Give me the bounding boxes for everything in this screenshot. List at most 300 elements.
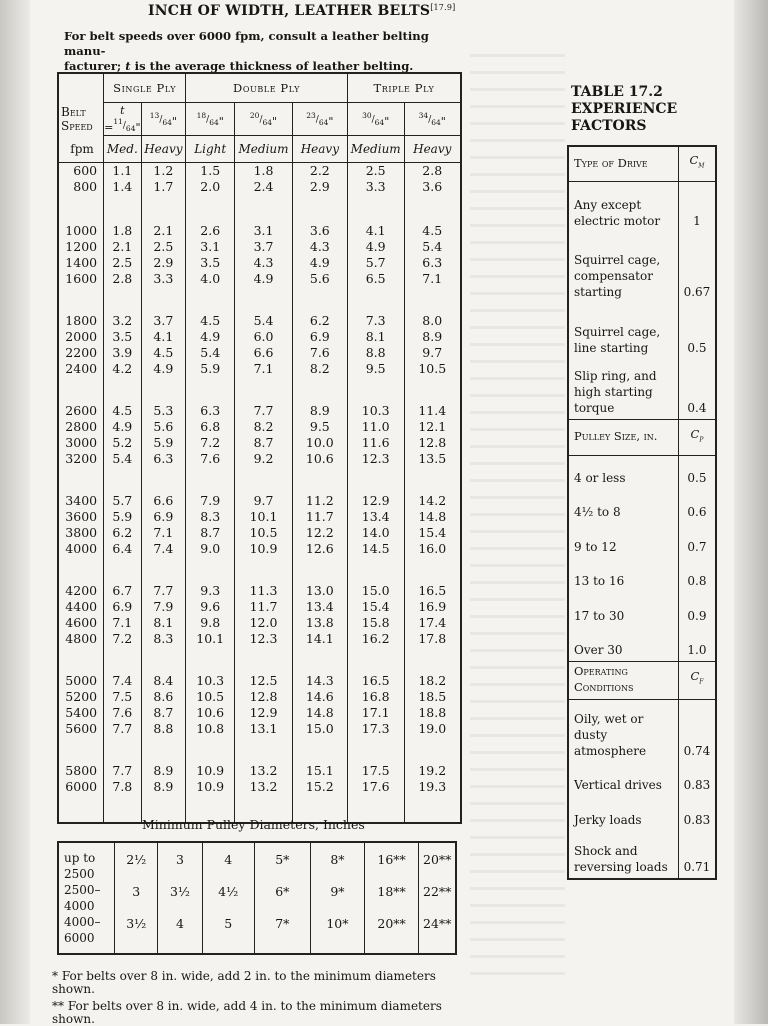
drive-value: 1 <box>678 182 716 232</box>
hp-value: 8.6 <box>153 688 174 704</box>
hp-value: 13.5 <box>418 450 447 466</box>
speed-value: 4600 <box>65 614 98 630</box>
weight-5: Heavy <box>292 136 347 163</box>
pulley-diameter: 18** <box>377 884 406 899</box>
thickness-fraction: 11/64 <box>113 117 136 133</box>
hp-value: 8.9 <box>153 778 174 794</box>
hp-value: 14.8 <box>305 704 334 720</box>
drive-row <box>568 232 716 303</box>
hp-value: 3.1 <box>253 222 274 238</box>
speed-value: 1000 <box>65 222 98 238</box>
value-column-3 <box>186 163 235 223</box>
hp-value: 13.8 <box>305 614 334 630</box>
speed-value: 5000 <box>65 672 98 688</box>
hp-value: 18.2 <box>418 672 447 688</box>
table-note <box>64 29 464 74</box>
hp-value: 5.7 <box>365 254 386 270</box>
value-column-1 <box>104 403 141 493</box>
group-double-ply: Double Ply <box>186 73 348 103</box>
hp-value: 14.6 <box>305 688 334 704</box>
hp-value: 14.8 <box>418 508 447 524</box>
operating-header <box>568 661 716 699</box>
drive-label: Any except electric motor <box>574 197 661 228</box>
hp-value: 1.1 <box>112 163 133 178</box>
value-column-5 <box>292 673 347 763</box>
thickness-fraction: 20/64 <box>249 110 273 127</box>
hp-value: 4.0 <box>200 270 221 286</box>
value-column-5 <box>292 403 347 493</box>
hp-value: 17.1 <box>361 704 390 720</box>
hp-value: 12.3 <box>249 630 278 646</box>
hp-value: 8.7 <box>253 434 274 450</box>
hp-value: 5.3 <box>153 402 174 418</box>
condition-row <box>568 699 716 762</box>
hp-value: 3.9 <box>112 344 133 360</box>
hp-value: 1.4 <box>112 179 133 194</box>
condition-label: Jerky loads <box>574 812 642 827</box>
pulley-table-title: Minimum Pulley Diameters, Inches <box>142 817 365 832</box>
condition-label: Vertical drives <box>574 778 662 793</box>
value-column-2 <box>141 163 186 223</box>
hp-value: 8.2 <box>309 360 330 376</box>
hp-value: 15.0 <box>305 720 334 736</box>
drive-header-label: Type of Drive <box>568 146 678 182</box>
pulley-column-2 <box>158 842 203 954</box>
value-column-5 <box>292 763 347 823</box>
condition-label: Shock and reversing loads <box>574 844 668 874</box>
weight-1: Med. <box>104 136 141 163</box>
hp-value: 7.7 <box>112 762 133 778</box>
hp-value: 6.0 <box>253 328 274 344</box>
hp-value: 6.5 <box>365 270 386 286</box>
condition-value: 0.83 <box>678 762 716 797</box>
speed-column <box>58 493 104 583</box>
speed-column <box>58 313 104 403</box>
value-column-4 <box>235 223 293 313</box>
pulley-size-header-label: Pulley Size, in. <box>568 420 678 456</box>
thickness-fraction: 23/64 <box>306 110 329 127</box>
pulley-diameter: 4 <box>176 916 184 931</box>
hp-value: 9.5 <box>365 360 386 376</box>
hp-value: 10.9 <box>196 778 225 794</box>
speed-value: 2400 <box>65 360 98 376</box>
hp-value: 6.6 <box>253 344 274 360</box>
hp-value: 18.5 <box>418 688 447 704</box>
pulley-size-row <box>568 489 716 524</box>
hp-value: 2.1 <box>112 238 133 254</box>
table-title <box>148 3 455 19</box>
speed-value: 3800 <box>65 524 98 540</box>
value-column-5 <box>292 223 347 313</box>
condition-row <box>568 831 716 879</box>
hp-value: 7.3 <box>365 312 386 328</box>
hp-value: 7.5 <box>112 688 133 704</box>
hp-value: 5.2 <box>112 434 133 450</box>
label-belt: Belt <box>61 105 86 119</box>
speed-group-4 <box>58 403 461 493</box>
speed-value: 600 <box>73 163 98 178</box>
pulley-column-1 <box>115 842 158 954</box>
hp-value: 7.4 <box>153 540 174 556</box>
hp-value: 13.2 <box>249 762 278 778</box>
hp-value: 17.4 <box>418 614 447 630</box>
t-symbol: t = <box>104 104 125 134</box>
pulley-size-row <box>568 455 716 488</box>
footnote-single-star: * For belts over 8 in. wide, add 2 in. to the minimum diameters shown. <box>52 969 436 996</box>
hp-value: 2.6 <box>200 222 221 238</box>
hp-value: 6.9 <box>153 508 174 524</box>
speed-value: 1800 <box>65 312 98 328</box>
hp-value: 6.3 <box>422 254 443 270</box>
hp-value: 12.6 <box>305 540 334 556</box>
hp-value: 11.4 <box>418 402 447 418</box>
pulley-diameter: 2½ <box>126 852 147 867</box>
thickness-fraction: 30/64 <box>362 110 385 127</box>
note-line-2: facturer; <box>64 59 126 73</box>
hp-value: 4.9 <box>309 254 330 270</box>
hp-value: 1.2 <box>153 163 174 178</box>
speed-value: 1600 <box>65 270 98 286</box>
thickness-2: $^{^{13}/_{64}}$" <box>141 103 186 136</box>
pulley-size-header <box>568 420 716 456</box>
page-gutter <box>0 0 30 1024</box>
hp-value: 16.8 <box>361 688 390 704</box>
hp-value: 5.9 <box>153 434 174 450</box>
note-line-3: is the average thickness of leather belting. <box>130 59 414 73</box>
drive-header-symbol: $C_m$ <box>678 146 716 182</box>
hp-value: 10.3 <box>361 402 390 418</box>
speed-value: 2600 <box>65 402 98 418</box>
weight-7: Heavy <box>404 136 461 163</box>
condition-row <box>568 762 716 797</box>
hp-value: 6.9 <box>309 328 330 344</box>
pulley-diameter: 24** <box>423 916 452 931</box>
hp-value: 10.6 <box>196 704 225 720</box>
pulley-column-4 <box>254 842 311 954</box>
speed-value: 4200 <box>65 582 98 598</box>
hp-value: 7.1 <box>253 360 274 376</box>
pulley-diameter: 5 <box>224 916 233 931</box>
drive-label: Slip ring, and high starting torque <box>574 369 657 416</box>
value-column-4 <box>235 493 293 583</box>
hp-value: 4.9 <box>253 270 274 286</box>
hp-value: 2.8 <box>422 163 443 178</box>
hp-value: 10.9 <box>196 762 225 778</box>
hp-value: 16.9 <box>418 598 447 614</box>
value-column-1 <box>104 313 141 403</box>
value-column-2 <box>141 493 186 583</box>
hp-value: 4.2 <box>112 360 133 376</box>
value-column-3 <box>186 223 235 313</box>
value-column-7 <box>404 583 461 673</box>
hp-value: 4.1 <box>365 222 386 238</box>
hp-value: 4.5 <box>422 222 443 238</box>
operating-header-symbol: $C_f$ <box>678 661 716 699</box>
condition-row <box>568 796 716 831</box>
hp-value: 7.6 <box>112 704 133 720</box>
pulley-size-value: 0.8 <box>678 558 716 593</box>
hp-value: 9.7 <box>422 344 443 360</box>
hp-value: 2.8 <box>112 270 133 286</box>
value-column-3 <box>186 583 235 673</box>
hp-value: 9.0 <box>200 540 221 556</box>
speed-group-2 <box>58 223 461 313</box>
hp-value: 7.8 <box>112 778 133 794</box>
condition-value: 0.71 <box>678 831 716 879</box>
pulley-size-row <box>568 523 716 558</box>
hp-value: 2.5 <box>365 163 386 178</box>
drive-label: Squirrel cage, compensator starting <box>574 252 661 299</box>
hp-value: 4.5 <box>112 402 133 418</box>
drive-label: Squirrel cage, line starting <box>574 325 661 356</box>
hp-value: 12.5 <box>249 672 278 688</box>
hp-value: 2.9 <box>309 179 330 194</box>
hp-value: 3.6 <box>309 222 330 238</box>
hp-value: 10.9 <box>249 540 278 556</box>
hp-value: 14.0 <box>361 524 390 540</box>
hp-value: 5.4 <box>112 450 133 466</box>
speed-group-1 <box>58 163 461 223</box>
value-column-4 <box>235 673 293 763</box>
pulley-speed-label: 2500 <box>64 867 95 881</box>
speed-value: 4000 <box>65 540 98 556</box>
hp-value: 4.5 <box>153 344 174 360</box>
pulley-speed-ranges <box>58 842 115 954</box>
bleed-through-text <box>470 40 565 980</box>
value-column-2 <box>141 313 186 403</box>
hp-value: 4.9 <box>153 360 174 376</box>
value-column-3 <box>186 403 235 493</box>
pulley-diameter: 22** <box>423 884 452 899</box>
value-column-4 <box>235 583 293 673</box>
pulley-diameter: 4 <box>224 852 233 867</box>
label-speed: Speed <box>61 119 93 133</box>
hp-value: 7.7 <box>153 582 174 598</box>
t2-title-2: EXPERIENCE <box>571 101 678 117</box>
speed-value: 3200 <box>65 450 98 466</box>
hp-value: 11.6 <box>361 434 390 450</box>
value-column-7 <box>404 763 461 823</box>
hp-value: 5.4 <box>200 344 221 360</box>
hp-value: 7.4 <box>112 672 133 688</box>
hp-value: 7.1 <box>112 614 133 630</box>
belt-horsepower-table <box>57 72 462 824</box>
speed-column <box>58 583 104 673</box>
weight-2: Heavy <box>141 136 186 163</box>
pulley-diameter: 16** <box>377 852 406 867</box>
pulley-diameter: 5* <box>275 852 290 867</box>
pulley-diameter: 3½ <box>169 884 191 899</box>
pulley-size-value: 0.9 <box>678 592 716 627</box>
hp-value: 11.2 <box>305 492 334 508</box>
speed-column <box>58 223 104 313</box>
hp-value: 9.7 <box>253 492 274 508</box>
hp-value: 6.6 <box>153 492 174 508</box>
hp-value: 4.9 <box>200 328 221 344</box>
value-column-4 <box>235 403 293 493</box>
hp-value: 10.5 <box>196 688 225 704</box>
pulley-diameter: 10* <box>326 916 349 931</box>
drive-value: 0.67 <box>678 232 716 303</box>
hp-value: 6.8 <box>200 418 221 434</box>
table-17-2-title <box>571 84 711 135</box>
pulley-size-label: 4½ to 8 <box>574 505 621 520</box>
note-symbol-t: t <box>125 59 131 73</box>
value-column-6 <box>347 163 404 223</box>
pulley-size-label: Over 30 <box>574 642 623 657</box>
condition-label: Oily, wet or dusty atmosphere <box>574 711 647 758</box>
value-column-1 <box>104 763 141 823</box>
speed-value: 3000 <box>65 434 98 450</box>
hp-value: 8.3 <box>153 630 174 646</box>
pulley-diameter: 3½ <box>126 916 147 931</box>
hp-value: 12.8 <box>418 434 447 450</box>
hp-value: 7.1 <box>422 270 443 286</box>
hp-value: 6.7 <box>112 582 133 598</box>
speed-value: 800 <box>73 179 98 194</box>
pulley-column-3 <box>202 842 254 954</box>
belt-speed-label <box>58 103 104 136</box>
hp-value: 1.5 <box>200 163 221 178</box>
pulley-speed-label: 6000 <box>64 931 95 945</box>
pulley-speed-label: up to <box>64 851 96 865</box>
hp-value: 7.2 <box>112 630 133 646</box>
value-column-3 <box>186 313 235 403</box>
hp-value: 9.3 <box>200 582 221 598</box>
hp-value: 16.5 <box>361 672 390 688</box>
hp-value: 12.9 <box>361 492 390 508</box>
hp-value: 12.3 <box>361 450 390 466</box>
speed-group-5 <box>58 493 461 583</box>
speed-value: 3400 <box>65 492 98 508</box>
value-column-5 <box>292 163 347 223</box>
hp-value: 3.3 <box>365 179 386 194</box>
speed-group-7 <box>58 673 461 763</box>
note-line-1: For belt speeds over 6000 fpm, consult a leather belting manu- <box>64 29 429 58</box>
hp-value: 5.7 <box>112 492 133 508</box>
thickness-fraction: 13/64 <box>149 110 172 127</box>
hp-value: 19.3 <box>418 778 447 794</box>
hp-value: 8.9 <box>153 762 174 778</box>
group-single-ply: Single Ply <box>104 73 186 103</box>
value-column-1 <box>104 673 141 763</box>
hp-value: 4.1 <box>153 328 174 344</box>
pulley-size-header-symbol: $C_p$ <box>678 420 716 456</box>
pulley-diameter: 20** <box>423 852 452 867</box>
thickness-7: $^{^{34}/_{64}}$" <box>404 103 461 136</box>
hp-value: 8.1 <box>153 614 174 630</box>
value-column-2 <box>141 223 186 313</box>
value-column-6 <box>347 673 404 763</box>
value-column-3 <box>186 493 235 583</box>
hp-value: 2.5 <box>153 238 174 254</box>
hp-value: 10.8 <box>196 720 225 736</box>
speed-column <box>58 673 104 763</box>
speed-value: 5400 <box>65 704 98 720</box>
hp-value: 9.5 <box>309 418 330 434</box>
drive-header <box>568 146 716 182</box>
pulley-diameter: 7* <box>275 916 290 931</box>
value-column-7 <box>404 673 461 763</box>
thickness-4: $^{^{20}/_{64}}$" <box>235 103 293 136</box>
value-column-7 <box>404 223 461 313</box>
value-column-4 <box>235 763 293 823</box>
value-column-5 <box>292 493 347 583</box>
hp-value: 8.9 <box>309 402 330 418</box>
hp-value: 19.0 <box>418 720 447 736</box>
hp-value: 11.0 <box>361 418 390 434</box>
value-column-6 <box>347 313 404 403</box>
hp-value: 5.6 <box>309 270 330 286</box>
hp-value: 5.9 <box>200 360 221 376</box>
group-triple-ply: Triple Ply <box>347 73 461 103</box>
hp-value: 12.1 <box>418 418 447 434</box>
hp-value: 14.1 <box>305 630 334 646</box>
thickness-5: $^{^{23}/_{64}}$" <box>292 103 347 136</box>
thickness-3: $^{^{18}/_{64}}$" <box>186 103 235 136</box>
pulley-diameter: 9* <box>330 884 345 899</box>
hp-value: 8.0 <box>422 312 443 328</box>
hp-value: 7.7 <box>253 402 274 418</box>
value-column-4 <box>235 313 293 403</box>
speed-value: 5800 <box>65 762 98 778</box>
speed-value: 2800 <box>65 418 98 434</box>
hp-value: 17.6 <box>361 778 390 794</box>
value-column-6 <box>347 403 404 493</box>
value-column-3 <box>186 763 235 823</box>
value-column-2 <box>141 763 186 823</box>
speed-column <box>58 163 104 223</box>
hp-value: 8.2 <box>253 418 274 434</box>
hp-value: 10.1 <box>196 630 225 646</box>
hp-value: 15.1 <box>305 762 334 778</box>
hp-value: 13.2 <box>249 778 278 794</box>
hp-value: 2.0 <box>200 179 221 194</box>
speed-value: 5200 <box>65 688 98 704</box>
speed-group-3 <box>58 313 461 403</box>
speed-value: 4400 <box>65 598 98 614</box>
hp-value: 4.3 <box>309 238 330 254</box>
thickness-fraction: 18/64 <box>196 110 219 127</box>
experience-factors-table <box>567 145 717 880</box>
speed-column <box>58 403 104 493</box>
condition-value: 0.74 <box>678 699 716 762</box>
hp-value: 11.7 <box>305 508 334 524</box>
hp-value: 12.2 <box>305 524 334 540</box>
hp-value: 3.7 <box>153 312 174 328</box>
value-column-1 <box>104 583 141 673</box>
thickness-6: $^{^{30}/_{64}}$" <box>347 103 404 136</box>
hp-value: 10.5 <box>249 524 278 540</box>
pulley-diameter: 4½ <box>218 884 239 899</box>
hp-value: 2.1 <box>153 222 174 238</box>
speed-value: 1400 <box>65 254 98 270</box>
value-column-2 <box>141 673 186 763</box>
pulley-speed-label: 4000– <box>64 915 101 929</box>
value-column-5 <box>292 583 347 673</box>
hp-value: 15.2 <box>305 778 334 794</box>
hp-value: 12.9 <box>249 704 278 720</box>
hp-value: 15.4 <box>418 524 447 540</box>
hp-value: 11.3 <box>249 582 278 598</box>
hp-value: 7.1 <box>153 524 174 540</box>
hp-value: 6.2 <box>309 312 330 328</box>
pulley-size-value: 0.7 <box>678 523 716 558</box>
pulley-size-label: 17 to 30 <box>574 608 625 623</box>
hp-value: 10.0 <box>305 434 334 450</box>
page-edge <box>734 0 768 1024</box>
condition-value: 0.83 <box>678 796 716 831</box>
